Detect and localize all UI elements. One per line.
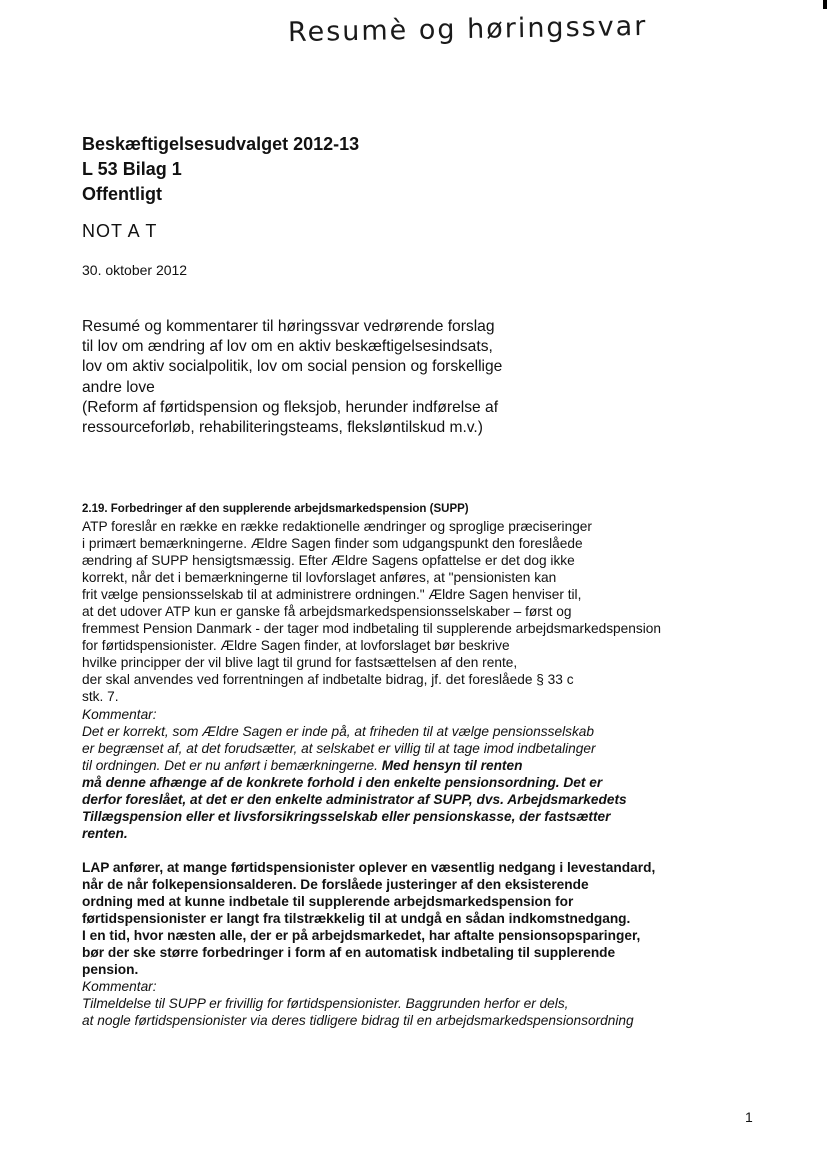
text-line: fremmest Pension Danmark - der tager mod indbetaling til supplerende arbejdsmarkedspension [82,621,661,637]
text-line: når de når folkepensionsalderen. De forslåede justeringer af den eksisterende [82,876,589,892]
text-line: Tilmeldelse til SUPP er frivillig for førtidspensionister. Baggrunden herfor er dels, [82,996,569,1012]
text-line: hvilke principper der vil blive lagt til grund for fastsættelsen af den rente, [82,655,518,671]
text-line: I en tid, hvor næsten alle, der er på arbejdsmarkedet, har aftalte pensionsopsparinger, [82,928,641,944]
text-line: må denne afhænge af de konkrete forhold i den enkelte pensionsordning. Det er [82,774,603,790]
text-line: frit vælge pensionsselskab til at administrere ordningen." Ældre Sagen henviser til, [82,587,582,603]
text-line: for førtidspensionister. Ældre Sagen finder, at lovforslaget bør beskrive [82,638,510,654]
text-line: ATP foreslår en række en række redaktionelle ændringer og sproglige præciseringer [82,519,592,534]
subject-line: andre love [82,378,155,396]
text-line: derfor foreslået, at det er den enkelte administrator af SUPP, dvs. Arbejdsmarkedets [82,791,627,807]
text-line: pension. [82,962,139,978]
text-line: LAP anfører, at mange førtidspensionister oplever en væsentlig nedgang i levestandard, [82,859,656,875]
subject-line: ressourceforløb, rehabiliteringsteams, fleksløntilskud m.v.) [82,419,483,437]
bold-segment: Med hensyn til renten [381,757,523,773]
registration-stamp [82,132,359,207]
comment-text [82,723,782,842]
handwritten-note: Resumè og høringssvar [287,10,648,49]
subject-line: (Reform af førtidspension og fleksjob, herunder indførelse af [82,398,499,416]
text-line: i primært bemærkningerne. Ældre Sagen finder som udgangspunkt den foreslåede [82,536,583,552]
comment-label: Kommentar: [82,706,157,722]
text-line: Tillægspension eller et livsforsikringsselskab eller pensionskasse, der fastsætter [82,808,611,824]
text-line: førtidspensionister er langt fra tilstrækkelig til at undgå en sådan indkomstnedgang. [82,911,631,927]
text-line: stk. 7. [82,689,119,705]
paragraph-spacer [82,842,782,859]
paragraph-lap [82,859,782,978]
text-line: der skal anvendes ved forrentningen af indbetalte bidrag, jf. det foreslåede § 33 c [82,672,574,688]
text-line: bør der ske større forbedringer i form af en automatisk indbetaling til supplerende [82,945,616,961]
section-body [82,501,782,1029]
comment-label: Kommentar: [82,979,157,995]
section-heading: 2.19. Forbedringer af den supplerende arbejdsmarkedspension (SUPP) [82,503,469,515]
document-date: 30. oktober 2012 [82,262,188,278]
text-line: ændring af SUPP hensigtsmæssig. Efter Ældre Sagens opfattelse er det dog ikke [82,553,575,569]
stamp-public-status: Offentligt [82,184,162,204]
stamp-committee: Beskæftigelsesudvalget 2012-13 [82,134,360,154]
document-type: NOT A T [82,221,158,241]
stamp-bill-reference: L 53 Bilag 1 [82,159,182,179]
text-line-mixed [82,757,782,774]
paragraph-atp-aeldre-sagen [82,518,782,706]
text-line: er begrænset af, at det forudsætter, at selskabet er villig til at tage imod indbetalinger [82,740,596,756]
text-line: renten. [82,825,128,841]
text-line: at nogle førtidspensionister via deres tidligere bidrag til en arbejdsmarkedspensionsordning [82,1013,634,1029]
text-line: at det udover ATP kun er ganske få arbejdsmarkedspensionsselskaber – først og [82,604,572,620]
document-subject [82,317,602,438]
text-line: Det er korrekt, som Ældre Sagen er inde på, at friheden til at vælge pensionsselskab [82,723,595,739]
page-number: 1 [745,1109,753,1125]
subject-line: Resumé og kommentarer til høringssvar vedrørende forslag [82,318,495,335]
text-line: korrekt, når det i bemærkningerne til lovforslaget anføres, at "pensionisten kan [82,570,557,586]
subject-line: lov om aktiv socialpolitik, lov om social pension og forskellige [82,358,503,376]
plain-segment: til ordningen. Det er nu anført i bemærkningerne. [82,757,382,773]
comment-text [82,995,782,1029]
scan-corner-mark [823,0,827,9]
subject-line: til lov om ændring af lov om en aktiv beskæftigelsesindsats, [82,338,493,356]
text-line: ordning med at kunne indbetale til supplerende arbejdsmarkedspension for [82,893,574,909]
